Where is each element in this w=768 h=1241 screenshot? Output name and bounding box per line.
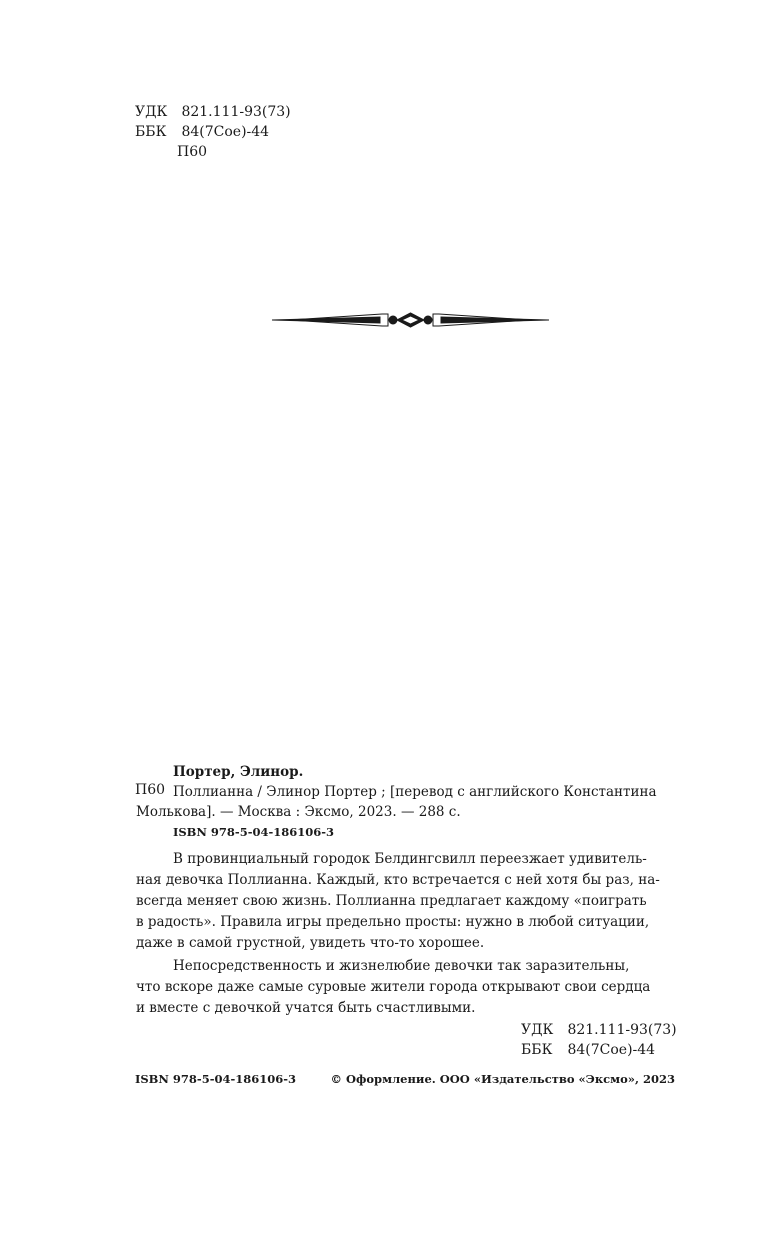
bottom-udk-value: 821.111-93(73) (567, 1022, 677, 1038)
annotation-p2-l1: Непосредственность и жизнелюбие девочки так заразительны, (173, 958, 630, 974)
bbk-label: ББК (135, 124, 167, 140)
card-isbn: ISBN 978-5-04-186106-3 (173, 825, 335, 839)
footer-isbn: ISBN 978-5-04-186106-3 (135, 1072, 297, 1086)
annotation-p1-l2: ная девочка Поллианна. Каждый, кто встречается с ней хотя бы раз, на- (136, 872, 660, 888)
top-udk-row (135, 104, 291, 120)
bottom-bbk-row (521, 1042, 655, 1058)
annotation-p1-l5: даже в самой грустной, увидеть что-то хорошее. (136, 935, 485, 951)
top-bbk-row (135, 124, 269, 140)
udk-value: 821.111-93(73) (181, 104, 291, 120)
annotation-p2-l3: и вместе с девочкой учатся быть счастливыми. (136, 1000, 476, 1016)
bottom-udk-row (521, 1022, 677, 1038)
biblio-line-1: Поллианна / Элинор Портер ; [перевод с английского Константина (173, 784, 657, 800)
annotation-p2-l2: что вскоре даже самые суровые жители города открывают свои сердца (136, 979, 651, 995)
annotation-p1-l1: В провинциальный городок Белдингсвилл переезжает удивитель- (173, 851, 647, 867)
copyright-notice: © Оформление. ООО «Издательство «Эксмо», 2023 (330, 1072, 675, 1086)
annotation (136, 849, 675, 1019)
bbk-value: 84(7Сое)-44 (181, 124, 270, 140)
decorative-divider-icon (270, 309, 551, 331)
bottom-udk-label: УДК (521, 1022, 554, 1038)
udk-label: УДК (135, 104, 168, 120)
annotation-p1-l3: всегда меняет свою жизнь. Поллианна предлагает каждому «поиграть (136, 893, 647, 909)
bottom-bbk-label: ББК (521, 1042, 553, 1058)
card-author-mark: П60 (135, 782, 166, 798)
biblio-line-2: Молькова]. — Москва : Эксмо, 2023. — 288 с. (136, 804, 461, 820)
bottom-bbk-value: 84(7Сое)-44 (567, 1042, 656, 1058)
top-author-mark: П60 (177, 144, 208, 160)
annotation-p1-l4: в радость». Правила игры предельно просты: нужно в любой ситуации, (136, 914, 650, 930)
author-name: Портер, Элинор. (173, 764, 304, 780)
